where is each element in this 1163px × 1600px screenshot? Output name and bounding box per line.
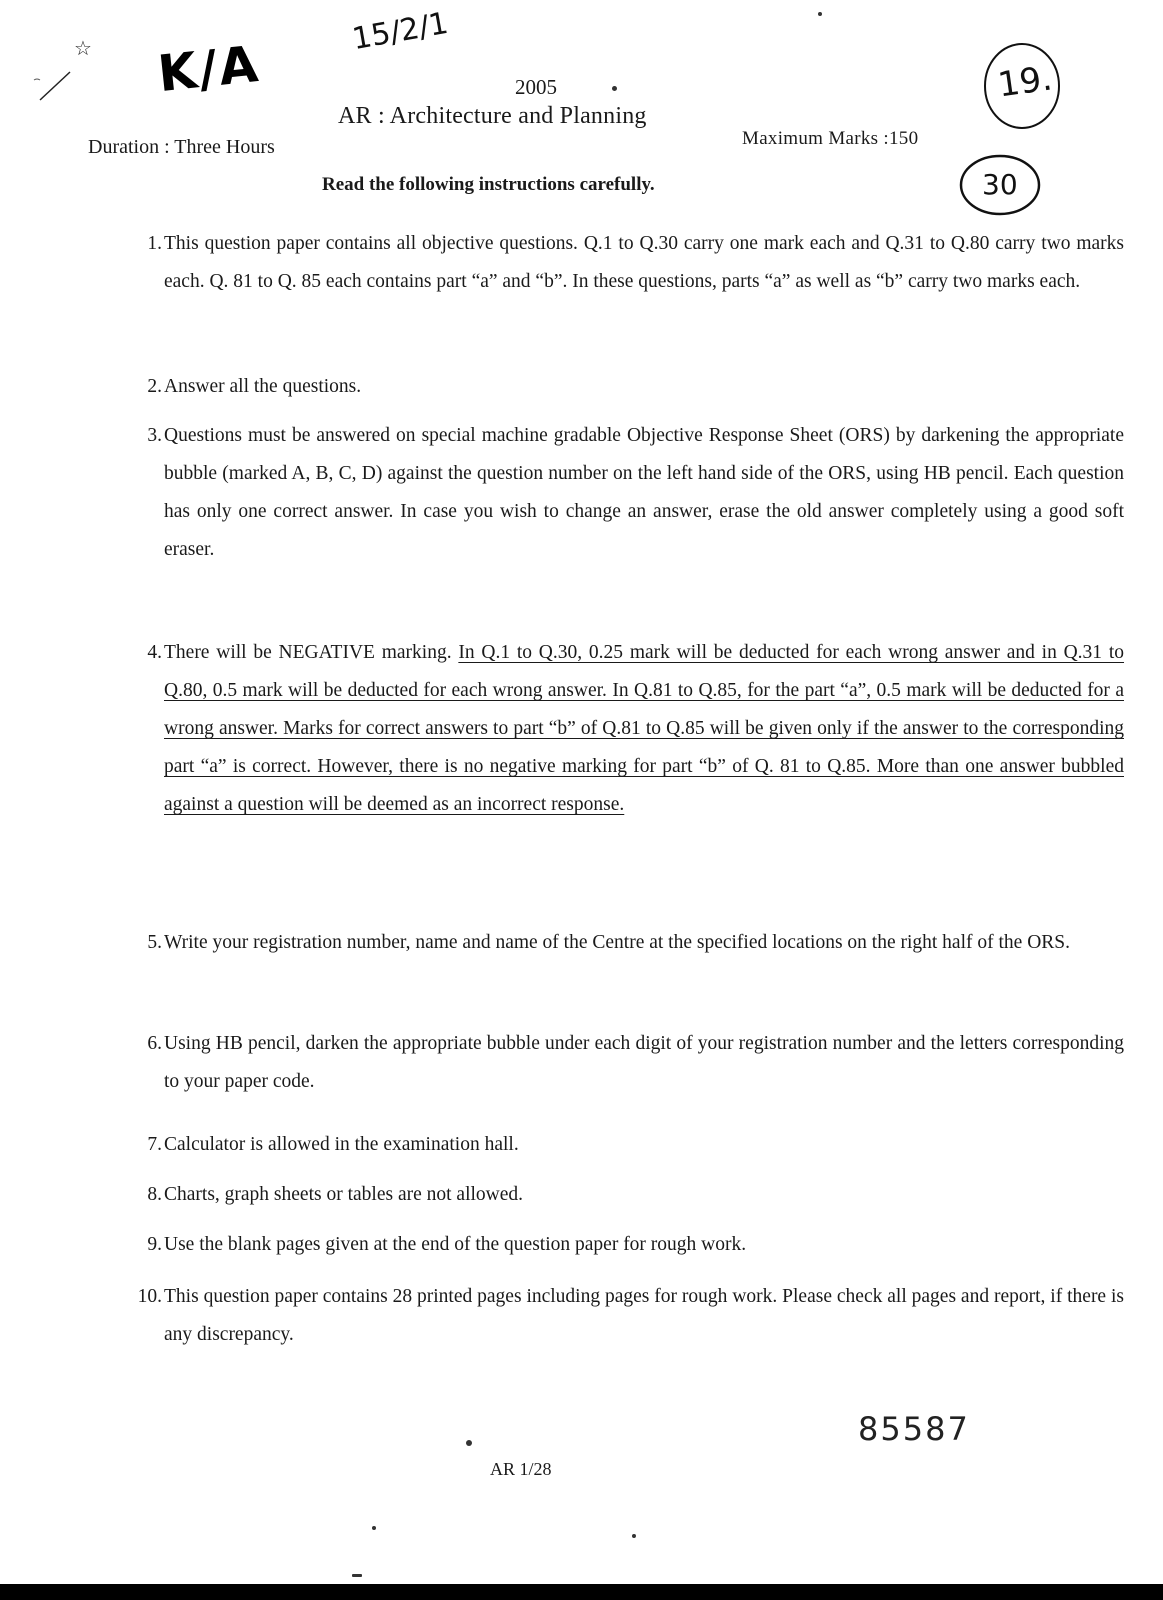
star-icon: ☆ [74,38,92,60]
scan-speck [466,1440,472,1446]
instruction-text: Questions must be answered on special machine gradable Objective Response Sheet (ORS) by darkening the appropriate bubble (marked A, B, C, D) against the question number on the left hand side of the ORS, using HB pencil. Each question has only one correct answer. In case you wish to change an answer, erase the old answer completely using a good soft eraser. [164,425,1124,560]
instruction-text-underlined: In Q.1 to Q.30, 0.25 mark will be deducted for each wrong answer and in Q.31 to Q.80, 0.5 mark will be deducted for each wrong answer. In Q.81 to Q.85, for the part “a”, 0.5 mark will be deducted for a wrong answer. Marks for correct answers to part “b” of Q.81 to Q.85 will be given only if the answer to the corresponding part “a” is correct. However, there is no negative marking for part “b” of Q. 81 to Q.85. More than one answer bubbled against a question will be deemed as an incorrect response. [164,642,1125,815]
instructions-heading: Read the following instructions carefully. [322,174,655,195]
handwritten-date: 15/2/1 [349,5,451,58]
instruction-text-intro: There will be NEGATIVE marking. [164,642,459,663]
scan-speck [372,1526,376,1530]
instruction-number: 2. [147,376,162,397]
duration: Duration : Three Hours [88,136,275,158]
maximum-marks: Maximum Marks :150 [742,128,919,149]
instruction-number: 5. [147,932,162,953]
instruction-text: Write your registration number, name and name of the Centre at the specified locations on the right half of the ORS. [164,932,1070,953]
instruction-number: 7. [147,1134,162,1155]
scan-speck [632,1534,636,1538]
instruction-text: Calculator is allowed in the examination hall. [164,1134,519,1155]
instruction-text: This question paper contains 28 printed pages including pages for rough work. Please check all pages and report, if there is any discrepancy. [164,1286,1124,1345]
instruction-text [164,634,1124,824]
instruction-number: 9. [147,1234,162,1255]
instruction-number: 3. [147,425,162,446]
instruction-number: 8. [147,1184,162,1205]
scan-edge-bar [0,1584,1163,1600]
handwritten-mark: K/A [155,34,263,104]
instruction-number: 10. [137,1286,162,1307]
scan-speck [352,1574,362,1577]
handwritten-scribble [30,60,80,110]
exam-year: 2005 [515,75,557,99]
page-number: AR 1/28 [490,1459,552,1479]
paper-title: AR : Architecture and Planning [338,103,647,129]
instruction-number: 6. [147,1033,162,1054]
scan-speck [818,12,822,16]
circle-annotation-2-text: 30 [982,168,1018,201]
instruction-number: 4. [147,642,162,663]
instruction-text: Answer all the questions. [164,376,362,397]
instruction-number: 1. [147,233,162,254]
instruction-text: Using HB pencil, darken the appropriate bubble under each digit of your registration number and the letters corresponding to your paper code. [164,1033,1124,1092]
instruction-text: This question paper contains all objective questions. Q.1 to Q.30 carry one mark each and Q.31 to Q.80 carry two marks each. Q. 81 to Q. 85 each contains part “a” and “b”. In these questions, parts “a” as well as “b” carry two marks each. [164,233,1124,292]
serial-number: 85587 [858,1410,970,1448]
instruction-text: Charts, graph sheets or tables are not allowed. [164,1184,524,1205]
circle-annotation-1-text: 19. [995,58,1055,106]
instruction-text: Use the blank pages given at the end of the question paper for rough work. [164,1234,747,1255]
scan-speck [612,86,617,91]
